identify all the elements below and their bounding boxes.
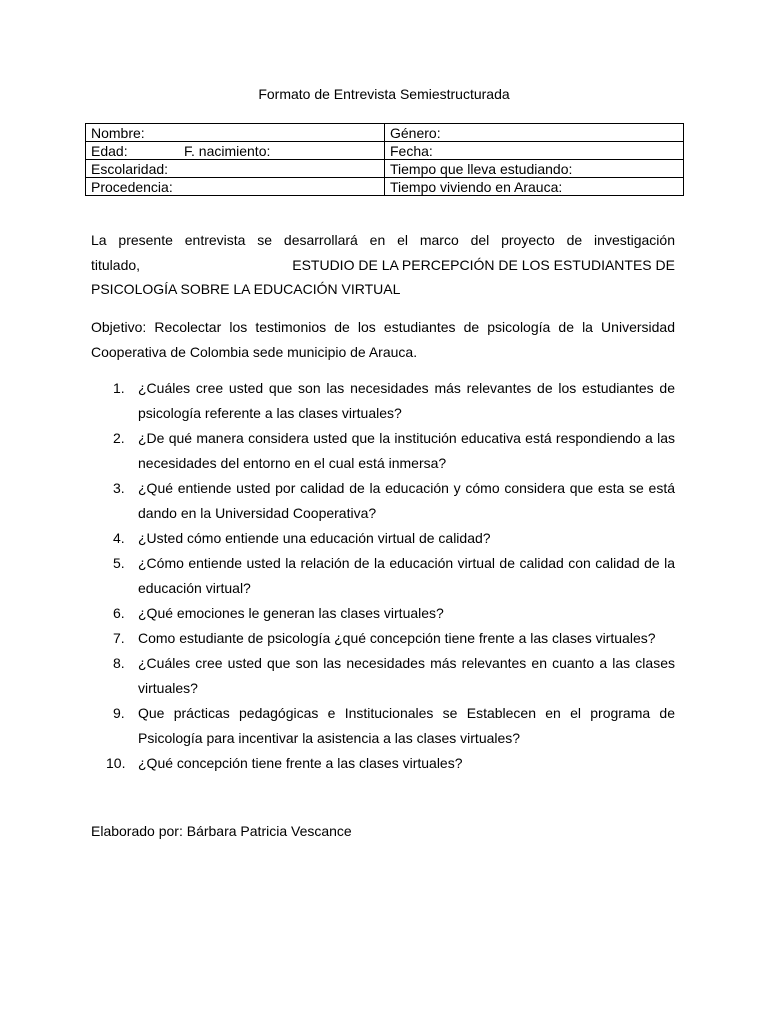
list-item: 9. Que prácticas pedagógicas e Institucionales se Establecen en el programa de Psicología para incentivar la asistencia a las clases virtuales?	[113, 705, 675, 746]
list-item: 6. ¿Qué emociones le generan las clases virtuales?	[113, 605, 444, 621]
form-row	[86, 142, 684, 160]
field-genero: Género:	[385, 124, 684, 142]
field-fecha: Fecha:	[385, 142, 684, 160]
field-edad-cell	[86, 142, 385, 160]
form-row	[86, 178, 684, 196]
field-f-nacimiento: F. nacimiento:	[184, 142, 271, 159]
interview-form-table	[85, 123, 684, 196]
intro-titulado: titulado,	[91, 257, 141, 273]
form-row	[86, 124, 684, 142]
intro-line-1: La presente entrevista se desarrollará en el marco del proyecto de investigación	[91, 232, 675, 248]
field-escolaridad: Escolaridad:	[86, 160, 385, 178]
list-item: 7. Como estudiante de psicología ¿qué concepción tiene frente a las clases virtuales?	[113, 630, 656, 646]
list-item: 5. ¿Cómo entiende usted la relación de la educación virtual de calidad con calidad de la educación virtual?	[113, 555, 675, 596]
question-list	[91, 376, 675, 776]
list-item: 2. ¿De qué manera considera usted que la institución educativa está respondiendo a las necesidades del entorno en el cual está inmersa?	[113, 430, 675, 471]
intro-project-title-part2: PSICOLOGÍA SOBRE LA EDUCACIÓN VIRTUAL	[91, 281, 401, 297]
field-edad: Edad:	[91, 142, 128, 159]
field-procedencia: Procedencia:	[86, 178, 385, 196]
field-nombre: Nombre:	[86, 124, 385, 142]
objective-paragraph: Objetivo: Recolectar los testimonios de los estudiantes de psicología de la Universidad Cooperativa de Colombia sede municipio de Arauca.	[91, 319, 675, 360]
field-tiempo-arauca: Tiempo viviendo en Arauca:	[385, 178, 684, 196]
intro-line-2	[91, 253, 675, 278]
intro-project-title-part1: ESTUDIO DE LA PERCEPCIÓN DE LOS ESTUDIANTES DE	[292, 257, 675, 273]
list-item: 10. ¿Qué concepción tiene frente a las clases virtuales?	[106, 755, 463, 771]
list-item: 4. ¿Usted cómo entiende una educación virtual de calidad?	[113, 530, 491, 546]
document-title: Formato de Entrevista Semiestructurada	[258, 86, 510, 102]
form-row	[86, 160, 684, 178]
list-item: 8. ¿Cuáles cree usted que son las necesidades más relevantes en cuanto a las clases virtuales?	[113, 655, 675, 696]
author-line: Elaborado por: Bárbara Patricia Vescance	[91, 823, 352, 839]
list-item: 1. ¿Cuáles cree usted que son las necesidades más relevantes de los estudiantes de psicología referente a las clases virtuales?	[113, 380, 675, 421]
list-item: 3. ¿Qué entiende usted por calidad de la educación y cómo considera que esta se está dando en la Universidad Cooperativa?	[113, 480, 675, 521]
field-tiempo-estudiando: Tiempo que lleva estudiando:	[385, 160, 684, 178]
